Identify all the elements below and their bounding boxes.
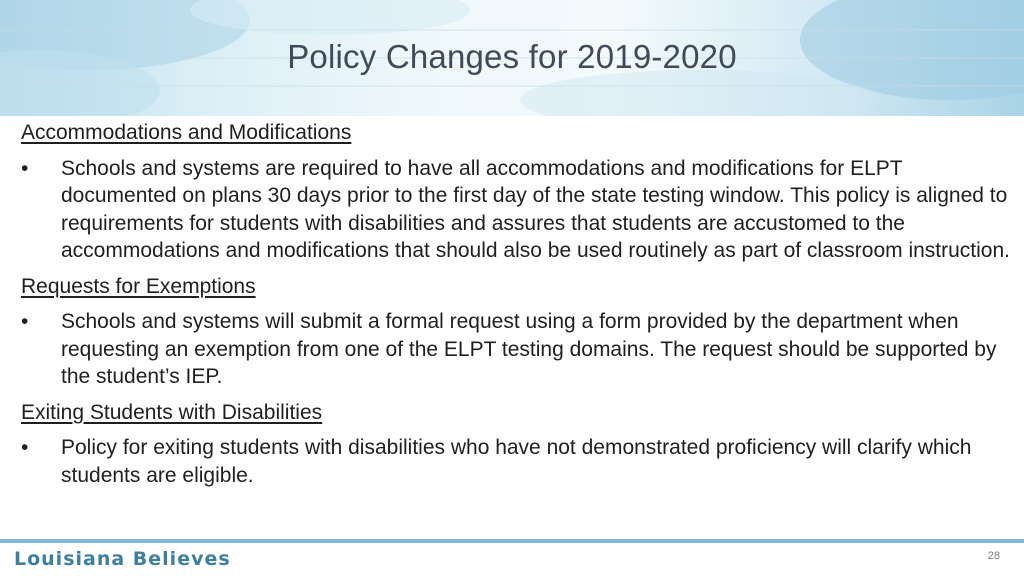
bullet-item xyxy=(21,155,1016,265)
slide-title: Policy Changes for 2019-2020 xyxy=(287,38,737,75)
bullet-item xyxy=(21,434,1016,489)
bullet-text: Policy for exiting students with disabilities who have not demonstrated proficiency will clarify which students are eligible. xyxy=(61,436,972,487)
bullet-icon: • xyxy=(21,156,29,180)
bullet-icon: • xyxy=(21,436,29,459)
section-heading-exiting: Exiting Students with Disabilities xyxy=(21,400,323,424)
section-heading-accommodations: Accommodations and Modifications xyxy=(21,121,352,144)
page-number: 28 xyxy=(987,550,1000,562)
footer-divider xyxy=(0,539,1024,543)
louisiana-believes-logo: Louisiana Believes xyxy=(14,548,231,570)
bullet-icon: • xyxy=(21,310,29,333)
bullet-text: Schools and systems are required to have all accommodations and modifications for ELPT documented on plans 30 days prior to the first day of the state testing window. This policy is aligned to requirements for students with disabilities and assures that students are accustomed to the accommodations and modifications that should also be used routinely as part of classroom instruction. xyxy=(61,156,1010,262)
bullet-item xyxy=(21,308,1016,391)
title-banner xyxy=(0,0,1024,116)
slide-body xyxy=(21,119,1016,497)
bullet-text: Schools and systems will submit a formal request using a form provided by the department when requesting an exemption from one of the ELPT testing domains. The request should be supported by the student’s IEP. xyxy=(61,310,997,388)
section-heading-exemptions: Requests for Exemptions xyxy=(21,274,256,298)
